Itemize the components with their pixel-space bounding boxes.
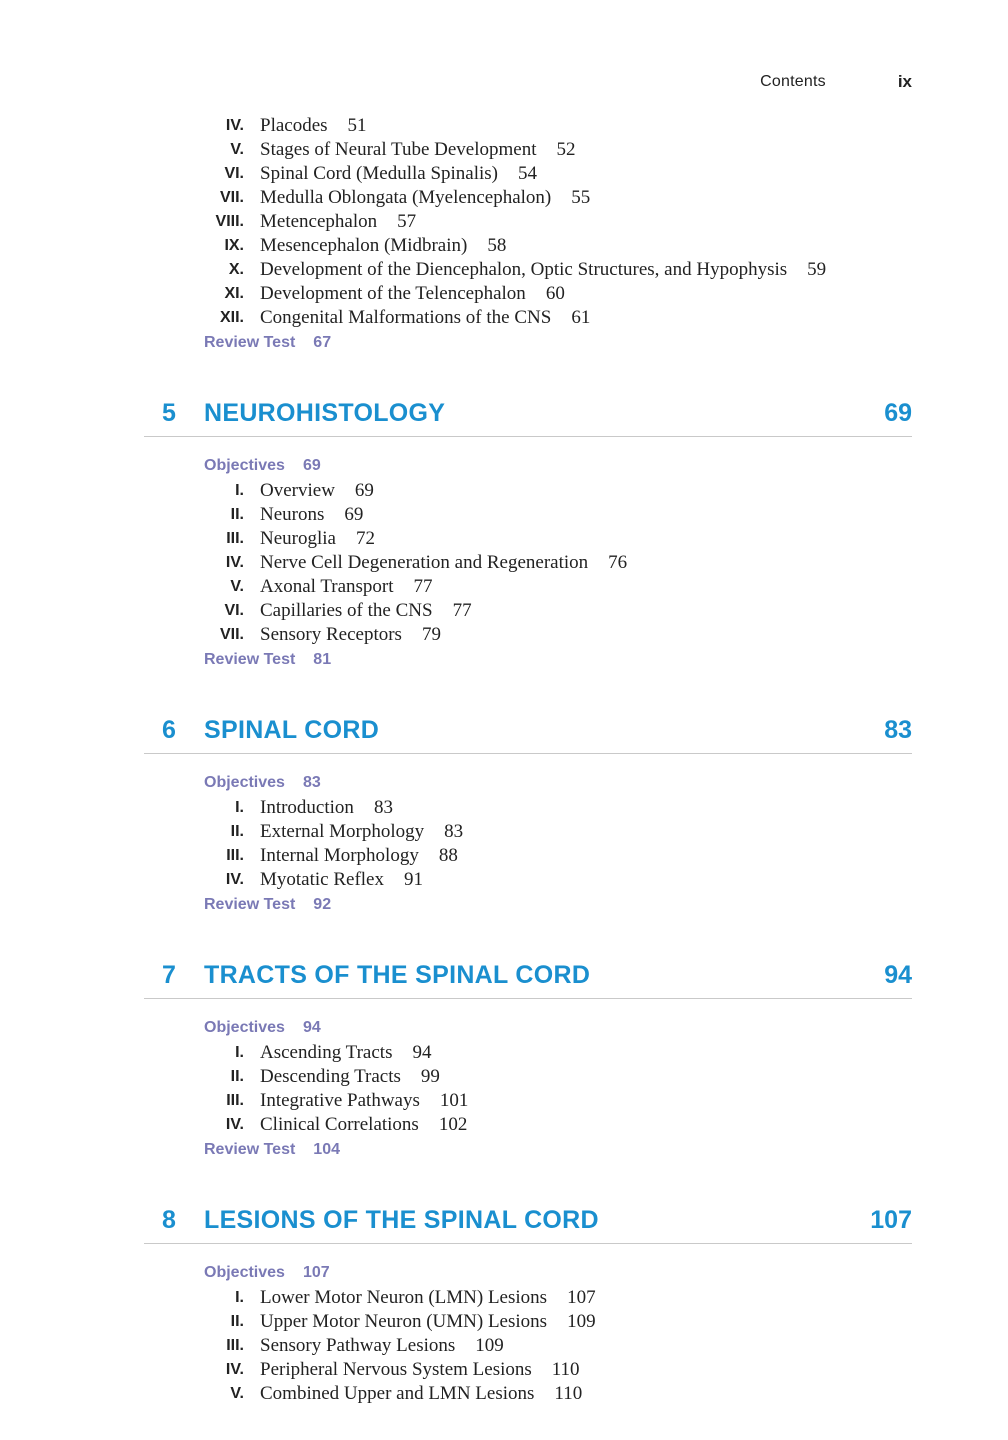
toc-entry[interactable] (0, 1041, 1008, 1065)
entry-title: Myotatic Reflex (260, 869, 384, 890)
entry-page: 59 (807, 259, 827, 280)
entry-title: Placodes (260, 115, 328, 136)
entry-text (260, 1113, 467, 1137)
entry-title: Clinical Correlations (260, 1114, 419, 1135)
review-test-text (204, 647, 331, 673)
objectives-page: 107 (302, 1264, 330, 1281)
entry-text (260, 623, 441, 647)
toc-entry[interactable] (0, 844, 1008, 868)
spacer (0, 1163, 1008, 1193)
entry-title: Combined Upper and LMN Lesions (260, 1383, 535, 1404)
entry-text (260, 186, 590, 210)
entry-text (260, 1382, 582, 1406)
spacer (0, 673, 1008, 703)
entry-page: 102 (438, 1114, 468, 1135)
entry-page: 57 (397, 211, 417, 232)
entry-number: I. (235, 1044, 244, 1061)
entry-number: VII. (219, 189, 244, 206)
objectives-label: Objectives (204, 1264, 285, 1281)
entry-page: 51 (347, 115, 367, 136)
objectives-text (204, 453, 321, 479)
review-test-label: Review Test (204, 334, 296, 351)
review-test-label: Review Test (204, 651, 296, 668)
objectives-label: Objectives (204, 774, 285, 791)
entry-page: 94 (412, 1042, 432, 1063)
entry-number: XI. (224, 285, 244, 302)
entry-page: 110 (551, 1359, 580, 1380)
toc-entry[interactable] (0, 210, 1008, 234)
toc-entry[interactable] (0, 1334, 1008, 1358)
entry-text (260, 868, 423, 892)
running-head (760, 70, 912, 94)
toc-entry[interactable] (0, 479, 1008, 503)
entry-page: 79 (421, 624, 441, 645)
entry-number: IV. (225, 1116, 244, 1133)
entry-title: Neurons (260, 504, 325, 525)
chapter-title: NEUROHISTOLOGY (204, 399, 446, 427)
entry-text (260, 527, 375, 551)
review-test-label: Review Test (204, 1141, 296, 1158)
toc-entry[interactable] (0, 868, 1008, 892)
chapter-page: 83 (884, 716, 912, 744)
entry-page: 52 (556, 139, 576, 160)
entry-text (260, 599, 472, 623)
entry-title: Nerve Cell Degeneration and Regeneration (260, 552, 589, 573)
entry-number: III. (226, 1337, 244, 1354)
chapter-title: SPINAL CORD (204, 716, 380, 744)
review-test[interactable] (0, 330, 1008, 356)
entry-title: Sensory Pathway Lesions (260, 1335, 456, 1356)
spacer (0, 1244, 1008, 1260)
toc-entry[interactable] (0, 186, 1008, 210)
entry-number: IX. (224, 237, 244, 254)
entry-page: 88 (438, 845, 458, 866)
spacer (0, 918, 1008, 948)
toc-entry[interactable] (0, 138, 1008, 162)
toc-entry[interactable] (0, 527, 1008, 551)
entry-number: I. (235, 799, 244, 816)
entry-text (260, 1041, 431, 1065)
entry-text (260, 114, 367, 138)
entry-text (260, 479, 374, 503)
toc-entry[interactable] (0, 503, 1008, 527)
entry-page: 110 (554, 1383, 583, 1404)
toc-entry[interactable] (0, 1358, 1008, 1382)
chapter-number: 7 (162, 961, 176, 989)
review-test-page: 67 (313, 334, 332, 351)
chapter-page: 69 (884, 399, 912, 427)
entry-title: Integrative Pathways (260, 1090, 420, 1111)
objectives[interactable] (0, 1015, 1008, 1041)
toc-entry[interactable] (0, 162, 1008, 186)
entry-text (260, 1310, 596, 1334)
entry-text (260, 282, 565, 306)
entry-page: 76 (608, 552, 628, 573)
toc-entry[interactable] (0, 796, 1008, 820)
entry-page: 109 (567, 1311, 596, 1332)
entry-page: 69 (344, 504, 364, 525)
review-test-text (204, 892, 331, 918)
entry-page: 109 (475, 1335, 504, 1356)
chapter-number: 5 (162, 399, 176, 427)
entry-text (260, 210, 416, 234)
entry-title: Capillaries of the CNS (260, 600, 433, 621)
entry-text (260, 551, 627, 575)
entry-number: V. (230, 141, 244, 158)
spacer (0, 754, 1008, 770)
toc-entry[interactable] (0, 306, 1008, 330)
entry-text (260, 306, 590, 330)
entry-title: Sensory Receptors (260, 624, 402, 645)
entry-number: I. (235, 1289, 244, 1306)
chapter-page: 94 (884, 961, 912, 989)
chapter-heading[interactable] (144, 1193, 912, 1244)
entry-number: V. (230, 1385, 244, 1402)
entry-title: Metencephalon (260, 211, 378, 232)
table-of-contents (0, 114, 1008, 1406)
entry-title: Spinal Cord (Medulla Spinalis) (260, 163, 499, 184)
entry-text (260, 575, 433, 599)
entry-title: Stages of Neural Tube Development (260, 139, 537, 160)
entry-text (260, 1286, 596, 1310)
spacer (0, 437, 1008, 453)
entry-page: 72 (355, 528, 375, 549)
entry-page: 69 (354, 480, 374, 501)
entry-text (260, 844, 458, 868)
review-test-page: 92 (313, 896, 332, 913)
toc-entry[interactable] (0, 551, 1008, 575)
entry-page: 61 (571, 307, 591, 328)
entry-number: II. (230, 823, 244, 840)
entry-title: Upper Motor Neuron (UMN) Lesions (260, 1311, 548, 1332)
objectives-page: 83 (302, 774, 321, 791)
entry-number: V. (230, 578, 244, 595)
entry-number: III. (226, 1092, 244, 1109)
toc-entry[interactable] (0, 1382, 1008, 1406)
entry-page: 99 (420, 1066, 440, 1087)
chapter-number: 8 (162, 1206, 176, 1234)
entry-number: IV. (225, 871, 244, 888)
entry-page: 107 (567, 1287, 596, 1308)
objectives-text (204, 770, 321, 796)
entry-number: XII. (219, 309, 244, 326)
chapter-page: 107 (870, 1206, 912, 1234)
entry-text (260, 1065, 440, 1089)
entry-number: VIII. (215, 213, 244, 230)
objectives-text (204, 1260, 330, 1286)
review-test-page: 104 (313, 1141, 340, 1158)
spacer (0, 356, 1008, 386)
entry-title: Lower Motor Neuron (LMN) Lesions (260, 1287, 548, 1308)
entry-text (260, 820, 463, 844)
toc-entry[interactable] (0, 258, 1008, 282)
entry-text (260, 234, 506, 258)
entry-number: VI. (224, 165, 244, 182)
entry-text (260, 162, 537, 186)
chapter-heading[interactable] (144, 386, 912, 437)
entry-page: 60 (545, 283, 565, 304)
objectives[interactable] (0, 770, 1008, 796)
toc-entry[interactable] (0, 623, 1008, 647)
entry-number: IV. (225, 554, 244, 571)
spacer (0, 999, 1008, 1015)
running-head-page-number: ix (897, 72, 912, 91)
chapter-number: 6 (162, 716, 176, 744)
review-test[interactable] (0, 1137, 1008, 1163)
entry-page: 83 (444, 821, 464, 842)
toc-entry[interactable] (0, 1065, 1008, 1089)
review-test-page: 81 (313, 651, 332, 668)
entry-page: 101 (439, 1090, 469, 1111)
entry-number: VI. (224, 602, 244, 619)
entry-text (260, 138, 576, 162)
objectives-label: Objectives (204, 1019, 285, 1036)
entry-title: Congenital Malformations of the CNS (260, 307, 552, 328)
entry-number: III. (226, 847, 244, 864)
chapter-title: LESIONS OF THE SPINAL CORD (204, 1206, 599, 1234)
chapter-title: TRACTS OF THE SPINAL CORD (204, 961, 591, 989)
entry-page: 55 (571, 187, 591, 208)
entry-number: IV. (225, 1361, 244, 1378)
chapter-heading[interactable] (144, 948, 912, 999)
entry-title: Axonal Transport (260, 576, 394, 597)
entry-text (260, 1089, 468, 1113)
objectives[interactable] (0, 1260, 1008, 1286)
entry-title: Ascending Tracts (260, 1042, 393, 1063)
entry-number: IV. (225, 117, 244, 134)
toc-entry[interactable] (0, 820, 1008, 844)
toc-entry[interactable] (0, 1089, 1008, 1113)
entry-number: III. (226, 530, 244, 547)
entry-title: Overview (260, 480, 335, 501)
entry-number: II. (230, 1068, 244, 1085)
review-test-label: Review Test (204, 896, 296, 913)
entry-page: 58 (487, 235, 507, 256)
entry-title: Internal Morphology (260, 845, 419, 866)
entry-number: II. (230, 506, 244, 523)
entry-text (260, 796, 393, 820)
entry-title: Mesencephalon (Midbrain) (260, 235, 468, 256)
review-test-text (204, 330, 331, 356)
entry-number: II. (230, 1313, 244, 1330)
entry-title: Introduction (260, 797, 354, 818)
entry-number: I. (235, 482, 244, 499)
toc-entry[interactable] (0, 1113, 1008, 1137)
objectives-page: 69 (302, 457, 321, 474)
toc-entry[interactable] (0, 599, 1008, 623)
review-test[interactable] (0, 647, 1008, 673)
entry-number: X. (228, 261, 244, 278)
entry-title: Neuroglia (260, 528, 336, 549)
entry-title: Descending Tracts (260, 1066, 401, 1087)
objectives[interactable] (0, 453, 1008, 479)
entry-number: VII. (219, 626, 244, 643)
objectives-page: 94 (302, 1019, 321, 1036)
toc-entry[interactable] (0, 1286, 1008, 1310)
entry-page: 91 (404, 869, 423, 890)
toc-entry[interactable] (0, 282, 1008, 306)
chapter-heading[interactable] (144, 703, 912, 754)
entry-text (260, 503, 363, 527)
review-test[interactable] (0, 892, 1008, 918)
review-test-text (204, 1137, 340, 1163)
entry-text (260, 1334, 504, 1358)
entry-title: External Morphology (260, 821, 425, 842)
entry-page: 83 (373, 797, 393, 818)
toc-entry[interactable] (0, 234, 1008, 258)
entry-title: Peripheral Nervous System Lesions (260, 1359, 532, 1380)
entry-title: Development of the Telencephalon (260, 283, 526, 304)
entry-title: Medulla Oblongata (Myelencephalon) (260, 187, 552, 208)
entry-page: 77 (452, 600, 472, 621)
objectives-label: Objectives (204, 457, 285, 474)
entry-text (260, 1358, 580, 1382)
entry-page: 54 (518, 163, 538, 184)
objectives-text (204, 1015, 321, 1041)
entry-text (260, 258, 826, 282)
toc-entry[interactable] (0, 114, 1008, 138)
entry-page: 77 (413, 576, 433, 597)
running-head-title: Contents (760, 73, 826, 90)
toc-entry[interactable] (0, 575, 1008, 599)
entry-title: Development of the Diencephalon, Optic Structures, and Hypophysis (260, 259, 788, 280)
toc-entry[interactable] (0, 1310, 1008, 1334)
